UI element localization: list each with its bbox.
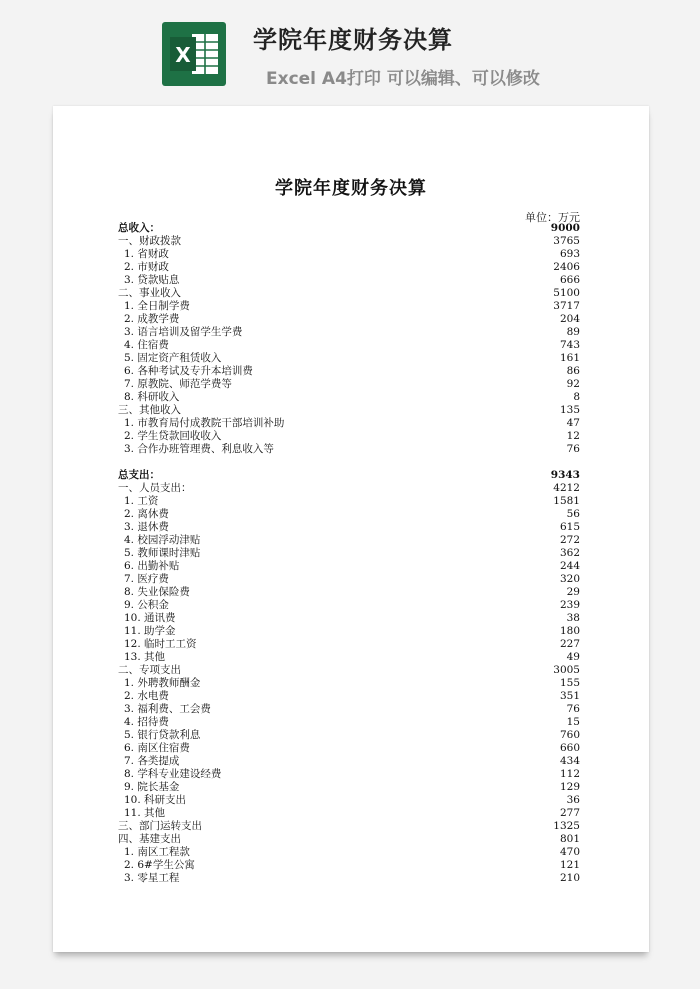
row-value: 29 xyxy=(566,586,580,598)
row-label: 4. 校园浮动津贴 xyxy=(124,534,201,546)
row-value: 76 xyxy=(566,703,580,715)
document-sheet xyxy=(53,106,649,952)
header-subtitle: Excel A4打印 可以编辑、可以修改 xyxy=(266,69,540,89)
row-label: 9. 院长基金 xyxy=(124,781,180,793)
row-value: 56 xyxy=(566,508,580,520)
row-value: 4212 xyxy=(553,482,580,494)
row-label: 6. 各种考试及专升本培训费 xyxy=(124,365,253,377)
row-value: 239 xyxy=(559,599,580,611)
table-row xyxy=(118,495,580,508)
table-row xyxy=(118,235,580,248)
row-value: 129 xyxy=(559,781,580,793)
row-label: 三、部门运转支出 xyxy=(118,820,202,832)
table-row xyxy=(118,430,580,443)
row-value: 2406 xyxy=(553,261,580,273)
row-label: 7. 原教院、师范学费等 xyxy=(124,378,232,390)
table-row xyxy=(118,573,580,586)
row-value: 210 xyxy=(559,872,580,884)
row-label: 总支出： xyxy=(118,469,160,481)
table-row xyxy=(118,222,580,235)
table-row xyxy=(118,586,580,599)
row-value: 227 xyxy=(559,638,580,650)
row-value: 277 xyxy=(559,807,580,819)
table-row xyxy=(118,807,580,820)
table-row xyxy=(118,820,580,833)
row-label: 3. 退休费 xyxy=(124,521,169,533)
table-row xyxy=(118,664,580,677)
row-label: 2. 市财政 xyxy=(124,261,169,273)
table-row xyxy=(118,794,580,807)
table-row xyxy=(118,547,580,560)
row-value: 272 xyxy=(559,534,580,546)
row-value: 76 xyxy=(566,443,580,455)
table-row xyxy=(118,326,580,339)
spacer-row xyxy=(118,456,580,469)
row-label: 7. 医疗费 xyxy=(124,573,169,585)
row-value: 760 xyxy=(559,729,580,741)
table-row xyxy=(118,846,580,859)
row-value: 9000 xyxy=(550,222,580,234)
row-value: 666 xyxy=(559,274,580,286)
table-row xyxy=(118,339,580,352)
table-row xyxy=(118,690,580,703)
unit-label: 单位：万元 xyxy=(525,211,580,224)
table-row xyxy=(118,300,580,313)
row-value: 92 xyxy=(566,378,580,390)
table-row xyxy=(118,287,580,300)
table-row xyxy=(118,378,580,391)
page-header xyxy=(0,0,700,105)
table-row xyxy=(118,469,580,482)
row-label: 5. 教师课时津贴 xyxy=(124,547,201,559)
row-value: 434 xyxy=(559,755,580,767)
document-title: 学院年度财务决算 xyxy=(275,178,427,199)
table-row xyxy=(118,742,580,755)
table-row xyxy=(118,352,580,365)
row-value: 15 xyxy=(566,716,580,728)
row-label: 一、财政拨款 xyxy=(118,235,181,247)
row-value: 470 xyxy=(559,846,580,858)
row-value: 244 xyxy=(559,560,580,572)
table-row xyxy=(118,716,580,729)
row-value: 1325 xyxy=(553,820,580,832)
table-row xyxy=(118,833,580,846)
row-label: 3. 语言培训及留学生学费 xyxy=(124,326,243,338)
row-label: 1. 工资 xyxy=(124,495,159,507)
row-label: 1. 外聘教师酬金 xyxy=(124,677,201,689)
row-value: 5100 xyxy=(553,287,580,299)
row-value: 89 xyxy=(566,326,580,338)
row-label: 三、其他收入 xyxy=(118,404,181,416)
row-value: 112 xyxy=(559,768,580,780)
table-row xyxy=(118,404,580,417)
row-label: 3. 贷款贴息 xyxy=(124,274,180,286)
table-row xyxy=(118,482,580,495)
row-label: 6. 南区住宿费 xyxy=(124,742,190,754)
table-row xyxy=(118,521,580,534)
table-row xyxy=(118,729,580,742)
row-label: 7. 各类提成 xyxy=(124,755,180,767)
row-label: 1. 省财政 xyxy=(124,248,169,260)
row-value: 36 xyxy=(566,794,580,806)
row-label: 二、专项支出 xyxy=(118,664,181,676)
row-value: 86 xyxy=(566,365,580,377)
row-label: 10. 通讯费 xyxy=(124,612,176,624)
table-row xyxy=(118,560,580,573)
table-row xyxy=(118,274,580,287)
table-row xyxy=(118,781,580,794)
row-label: 二、事业收入 xyxy=(118,287,181,299)
table-row xyxy=(118,313,580,326)
row-value: 8 xyxy=(573,391,580,403)
row-label: 9. 公积金 xyxy=(124,599,169,611)
table-row xyxy=(118,248,580,261)
row-label: 5. 银行贷款利息 xyxy=(124,729,201,741)
excel-logo-letter: X xyxy=(175,43,191,67)
row-value: 3005 xyxy=(553,664,580,676)
table-row xyxy=(118,625,580,638)
row-value: 3717 xyxy=(553,300,580,312)
row-value: 121 xyxy=(559,859,580,871)
row-label: 3. 福利费、工会费 xyxy=(124,703,211,715)
table-row xyxy=(118,508,580,521)
row-label: 1. 全日制学费 xyxy=(124,300,190,312)
table-row xyxy=(118,755,580,768)
table-row xyxy=(118,703,580,716)
table-row xyxy=(118,261,580,274)
row-label: 8. 失业保险费 xyxy=(124,586,190,598)
row-label: 13. 其他 xyxy=(124,651,166,663)
row-value: 180 xyxy=(559,625,580,637)
row-label: 4. 招待费 xyxy=(124,716,169,728)
table-row xyxy=(118,599,580,612)
table-row xyxy=(118,638,580,651)
row-value: 135 xyxy=(559,404,580,416)
row-value: 161 xyxy=(559,352,580,364)
row-label: 8. 科研收入 xyxy=(124,391,180,403)
table-row xyxy=(118,365,580,378)
row-label: 3. 零星工程 xyxy=(124,872,180,884)
row-value: 1581 xyxy=(553,495,580,507)
row-label: 6. 出勤补贴 xyxy=(124,560,180,572)
table-row xyxy=(118,534,580,547)
row-value: 693 xyxy=(559,248,580,260)
row-label: 2. 水电费 xyxy=(124,690,169,702)
budget-table xyxy=(118,222,580,885)
row-label: 一、人员支出： xyxy=(118,482,192,494)
table-row xyxy=(118,872,580,885)
row-value: 615 xyxy=(559,521,580,533)
row-value: 38 xyxy=(566,612,580,624)
table-row xyxy=(118,443,580,456)
row-value: 660 xyxy=(559,742,580,754)
row-value: 49 xyxy=(566,651,580,663)
row-value: 47 xyxy=(566,417,580,429)
row-label: 2. 6#学生公寓 xyxy=(124,859,195,871)
row-label: 1. 南区工程款 xyxy=(124,846,190,858)
row-label: 总收入： xyxy=(118,222,160,234)
row-value: 204 xyxy=(559,313,580,325)
row-label: 四、基建支出 xyxy=(118,833,181,845)
row-label: 11. 其他 xyxy=(124,807,166,819)
header-title: 学院年度财务决算 xyxy=(253,26,453,54)
table-row xyxy=(118,677,580,690)
row-value: 743 xyxy=(559,339,580,351)
table-row xyxy=(118,417,580,430)
table-row xyxy=(118,859,580,872)
row-value: 320 xyxy=(559,573,580,585)
row-value: 155 xyxy=(559,677,580,689)
row-value: 362 xyxy=(559,547,580,559)
row-value: 351 xyxy=(559,690,580,702)
table-row xyxy=(118,391,580,404)
row-label: 11. 助学金 xyxy=(124,625,176,637)
excel-icon xyxy=(162,22,226,86)
row-label: 12. 临时工工资 xyxy=(124,638,197,650)
row-value: 801 xyxy=(559,833,580,845)
row-value: 12 xyxy=(566,430,580,442)
row-value: 3765 xyxy=(553,235,580,247)
row-value: 9343 xyxy=(550,469,580,481)
row-label: 1. 市教育局付成教院干部培训补助 xyxy=(124,417,285,429)
row-label: 4. 住宿费 xyxy=(124,339,169,351)
row-label: 8. 学科专业建设经费 xyxy=(124,768,222,780)
table-row xyxy=(118,612,580,625)
table-row xyxy=(118,768,580,781)
row-label: 2. 成教学费 xyxy=(124,313,180,325)
row-label: 2. 学生贷款回收收入 xyxy=(124,430,222,442)
row-label: 10. 科研支出 xyxy=(124,794,187,806)
row-label: 5. 固定资产租赁收入 xyxy=(124,352,222,364)
row-label: 2. 离休费 xyxy=(124,508,169,520)
row-label: 3. 合作办班管理费、利息收入等 xyxy=(124,443,274,455)
table-row xyxy=(118,651,580,664)
